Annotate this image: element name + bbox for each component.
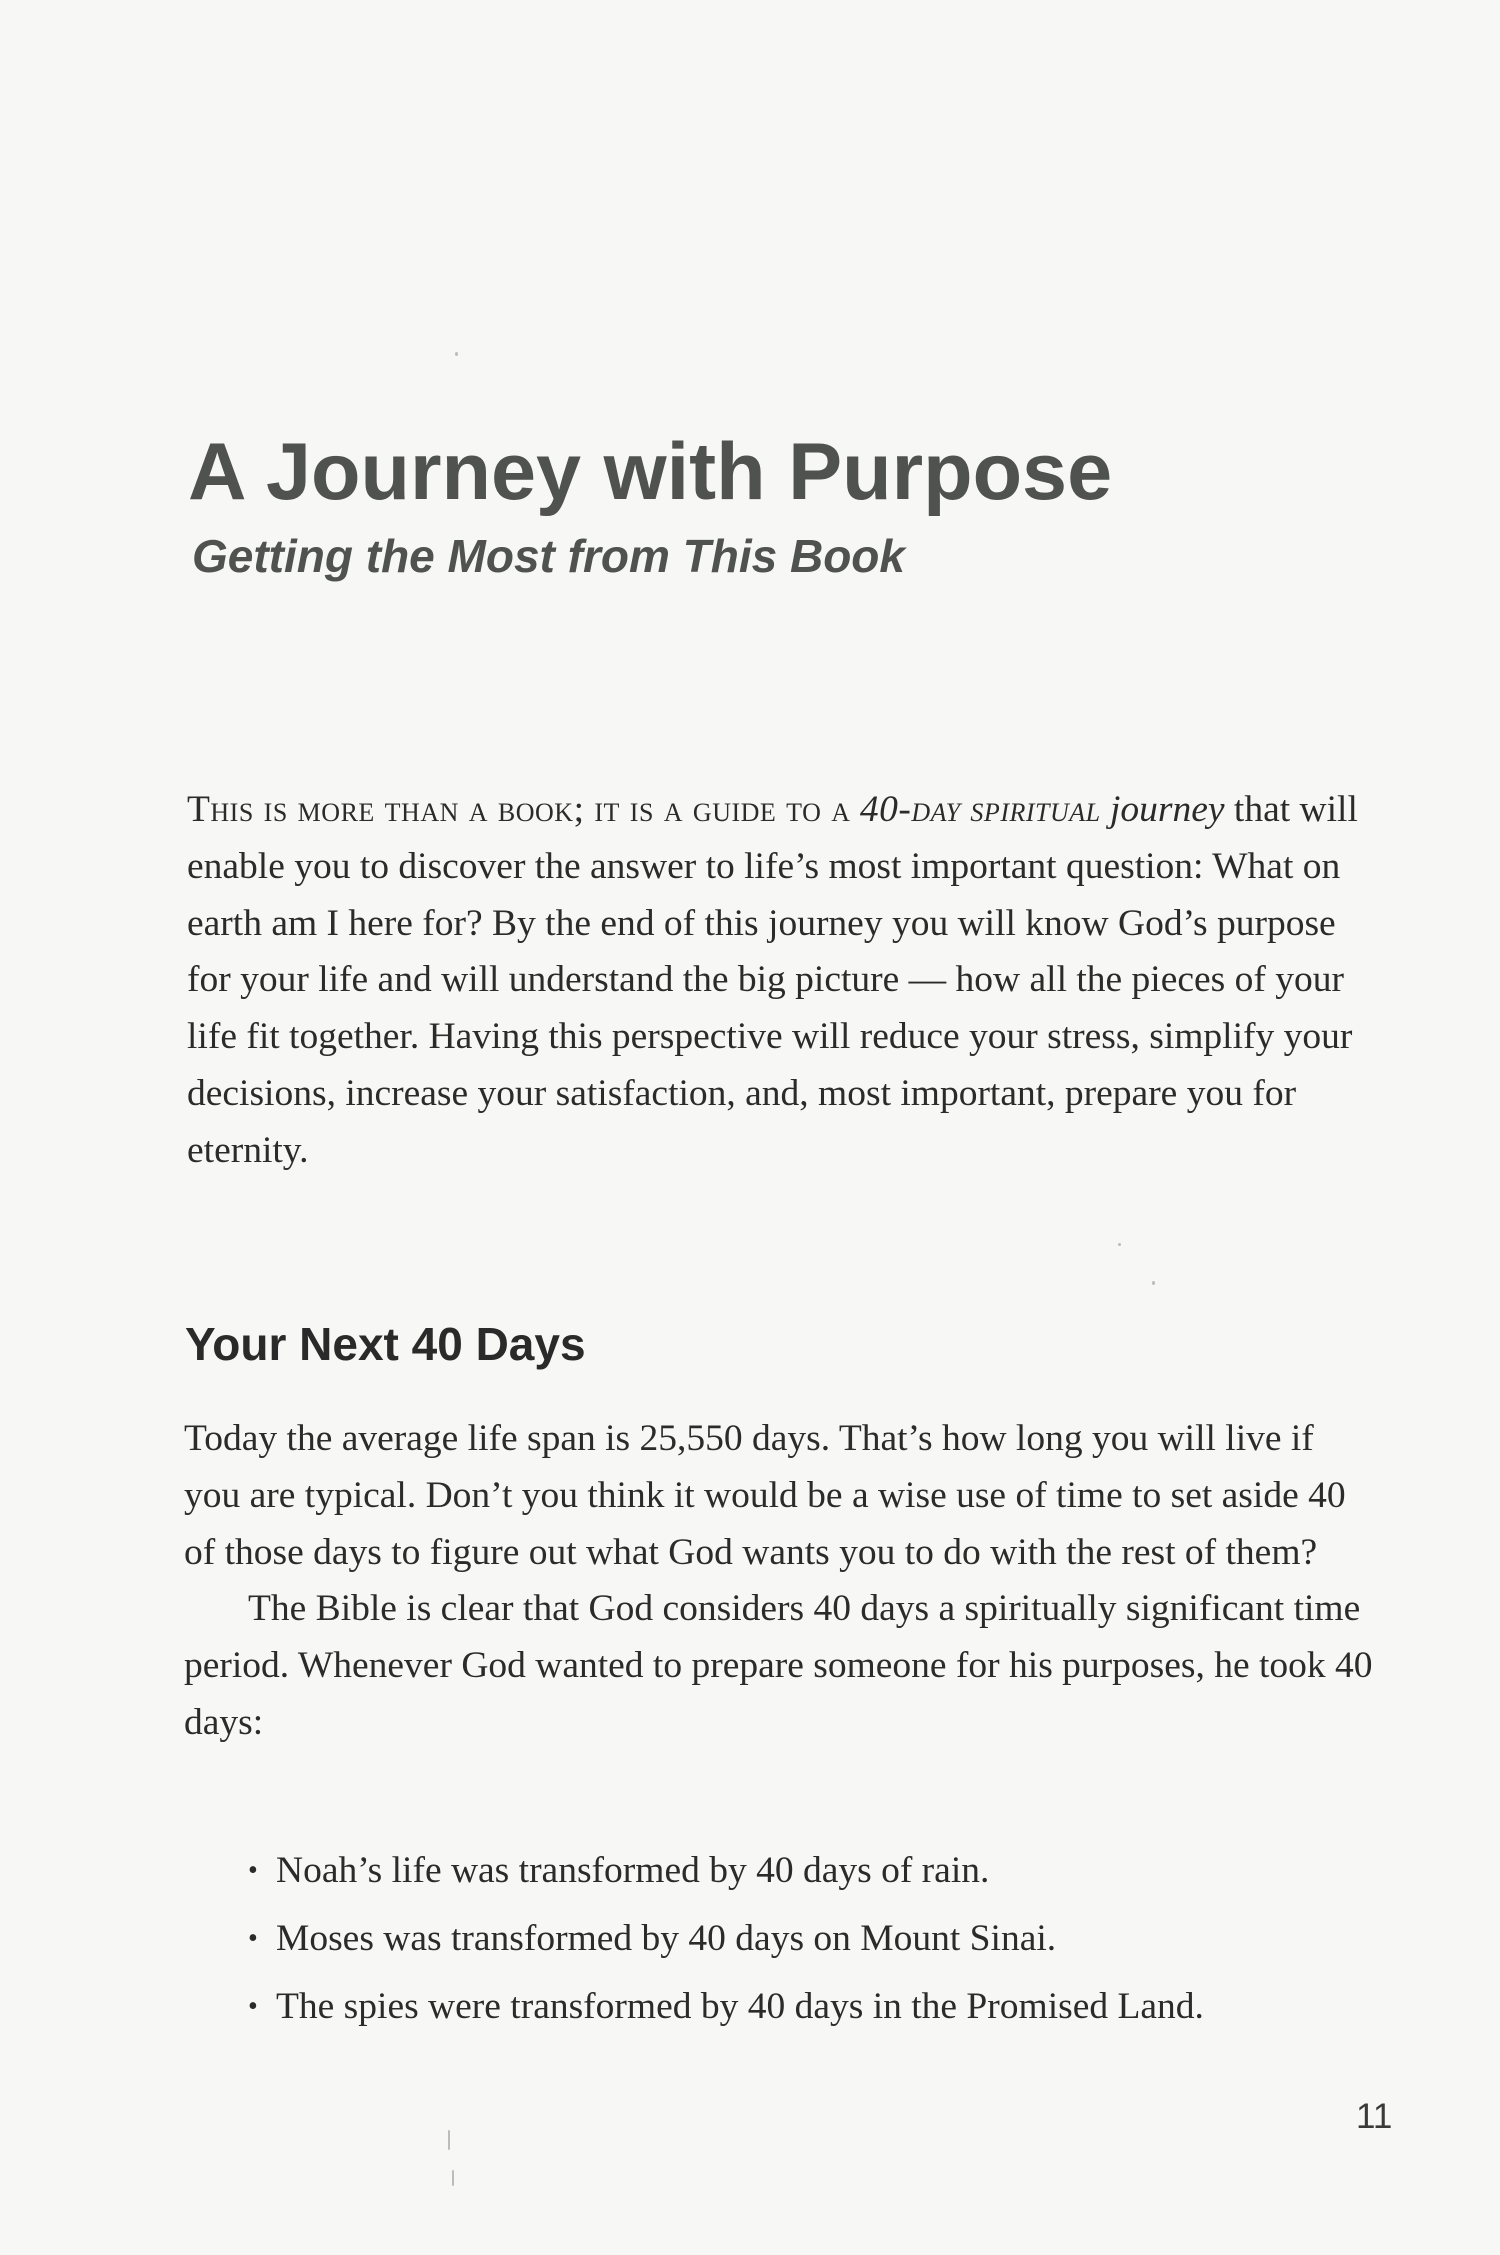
intro-lead-italic: journey (1109, 789, 1225, 830)
section-body (184, 1411, 1374, 1752)
paper-speck (1152, 1281, 1155, 1285)
chapter-title: A Journey with Purpose (188, 427, 1113, 517)
intro-lead-caps: This is more than a book; it is a guide to a (187, 789, 851, 830)
paper-speck (1118, 1243, 1121, 1246)
bullet-icon: • (248, 1923, 258, 1954)
list-item (248, 1843, 1368, 1899)
paper-speck (455, 352, 458, 356)
paper-speck (448, 2130, 450, 2150)
intro-rest: that will enable you to discover the answer to life’s most important question: What on earth am I here for? By the end of this journey you will know God’s purpose for your life and will understand the big picture — how all the pieces of your life fit together. Having this perspective will reduce your stress, simplify your decisions, increase your satisfaction, and, most important, prepare you for eternity. (187, 789, 1358, 1171)
intro-paragraph (187, 782, 1367, 1180)
bullet-text: The spies were transformed by 40 days in the Promised Land. (276, 1986, 1204, 2027)
list-item (248, 1911, 1368, 1967)
section-heading: Your Next 40 Days (185, 1318, 586, 1370)
paper-speck (452, 2170, 454, 2186)
section-paragraph-1: Today the average life span is 25,550 days. That’s how long you will live if you are typical. Don’t you think it would be a wise use of time to set aside 40 of those days to figure out what God wants you to do with the rest of them? (184, 1418, 1346, 1573)
page-number: 11 (1356, 2097, 1393, 2136)
bullet-text: Noah’s life was transformed by 40 days of rain. (276, 1850, 990, 1891)
intro-lead-italic-caps: 40-day spiritual (859, 789, 1101, 830)
bullet-icon: • (248, 1855, 258, 1886)
chapter-subtitle: Getting the Most from This Book (192, 530, 905, 582)
section-paragraph-2: The Bible is clear that God considers 40 days a spiritually significant time period. Whenever God wanted to prepare someone for his purposes, he took 40 days: (184, 1588, 1373, 1743)
bullet-text: Moses was transformed by 40 days on Mount Sinai. (276, 1918, 1057, 1959)
bullet-icon: • (248, 1991, 258, 2022)
list-item (248, 1979, 1368, 2035)
bullet-list (248, 1843, 1368, 2047)
